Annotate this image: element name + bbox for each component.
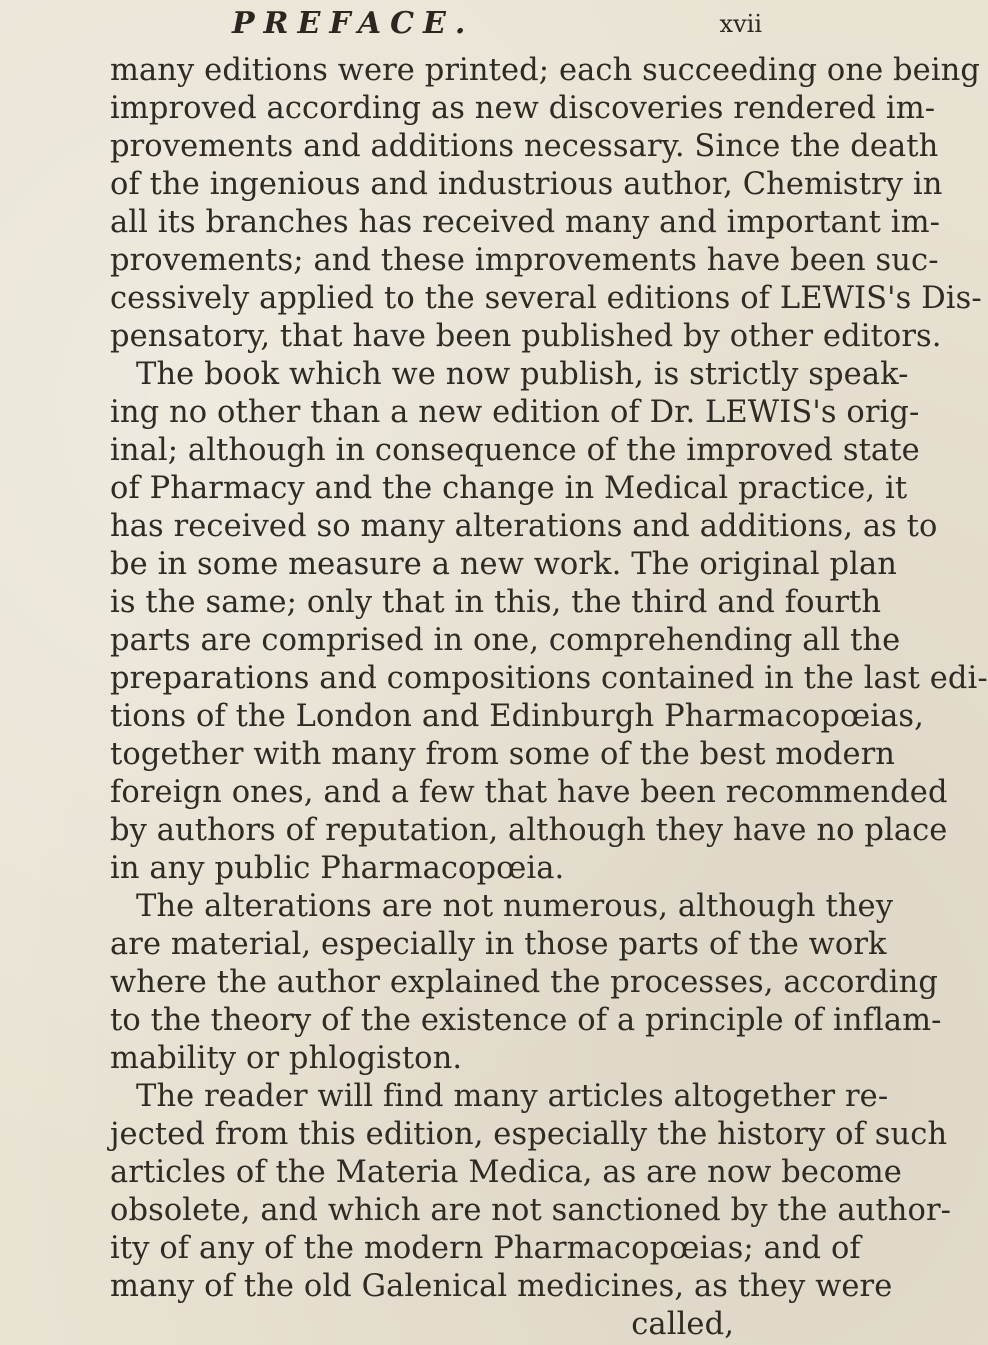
body-text [110,52,988,1344]
text-line: together with many from some of the best modern [110,737,896,772]
text-line: articles of the Materia Medica, as are now become [110,1155,902,1190]
text-line: jected from this edition, especially the history of such [110,1117,948,1152]
text-line: parts are comprised in one, comprehending all the [110,623,901,658]
text-line: where the author explained the processes, according [110,965,938,1000]
text-line: provements and additions necessary. Since the death [110,129,939,164]
text-line: mability or phlogiston. [110,1041,463,1076]
text-line: improved according as new discoveries rendered im- [110,91,936,126]
text-line: foreign ones, and a few that have been recommended [110,775,948,810]
catchword: called, [631,1307,734,1342]
text-line: obsolete, and which are not sanctioned by the author- [110,1193,952,1228]
text-line: The alterations are not numerous, although they [136,889,894,924]
text-line: ity of any of the modern Pharmacopœias; and of [110,1231,861,1266]
running-title: PREFACE. [232,6,475,41]
text-line: preparations and compositions contained in the last edi- [110,661,988,696]
text-line: The reader will find many articles altogether re- [136,1079,889,1114]
text-line: provements; and these improvements have been suc- [110,243,939,278]
text-line: inal; although in consequence of the improved state [110,433,920,468]
text-line: is the same; only that in this, the third and fourth [110,585,882,620]
text-line: by authors of reputation, although they have no place [110,813,948,848]
text-line: be in some measure a new work. The original plan [110,547,898,582]
text-line: many of the old Galenical medicines, as they were [110,1269,893,1304]
text-line: ing no other than a new edition of Dr. LEWIS's orig- [110,395,920,430]
text-line: of the ingenious and industrious author, Chemistry in [110,167,943,202]
text-line: has received so many alterations and additions, as to [110,509,938,544]
text-line: pensatory, that have been published by other editors. [110,319,942,354]
text-line: in any public Pharmacopœia. [110,851,565,886]
text-line: of Pharmacy and the change in Medical practice, it [110,471,908,506]
text-line: to the theory of the existence of a principle of inflam- [110,1003,942,1038]
text-line: many editions were printed; each succeeding one being [110,53,981,88]
page-number: xvii [719,10,762,38]
text-line: cessively applied to the several editions of LEWIS's Dis- [110,281,982,316]
text-line: are material, especially in those parts of the work [110,927,887,962]
running-head [0,6,800,46]
text-line: The book which we now publish, is strictly speak- [136,357,909,392]
text-line: tions of the London and Edinburgh Pharmacopœias, [110,699,924,734]
text-line: all its branches has received many and important im- [110,205,941,240]
